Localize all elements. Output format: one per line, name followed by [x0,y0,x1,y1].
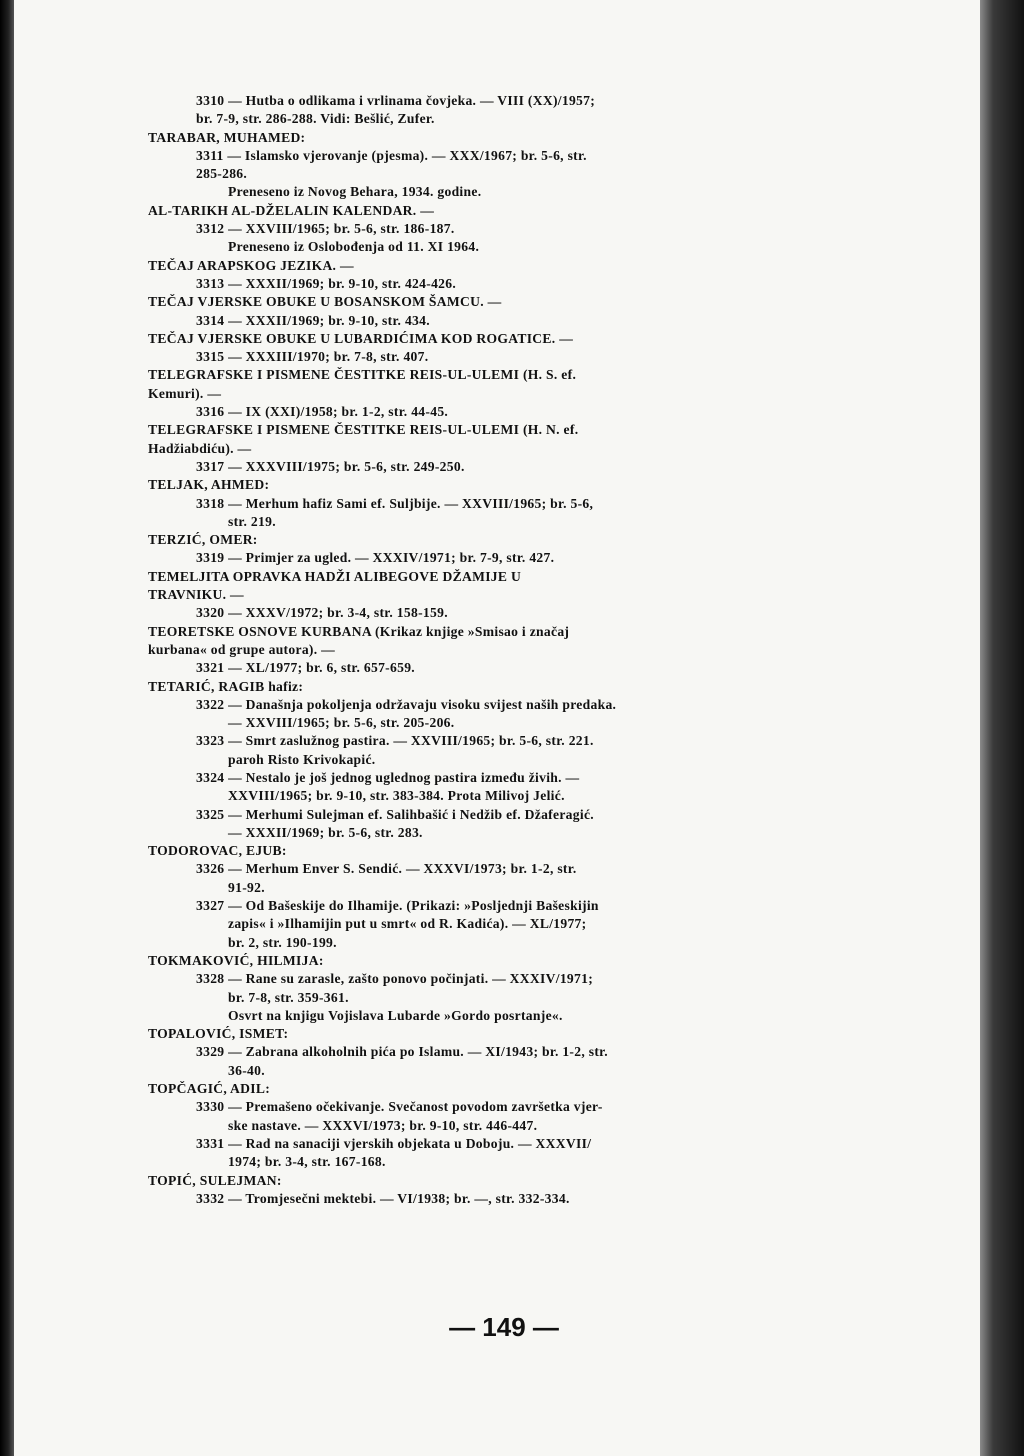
entry-heading: Hadžiabdiću). — [148,440,252,456]
entry-line: 3331 — Rad na sanaciji vjerskih objekata u Doboju. — XXXVII/ [196,1135,592,1151]
entry-heading: TARABAR, MUHAMED: [148,129,306,145]
entry-line: 3318 — Merhum hafiz Sami ef. Suljbije. — XXVIII/1965; br. 5-6, [196,495,594,511]
entry-line: 91-92. [228,879,265,895]
entry-line: 3328 — Rane su zarasle, zašto ponovo počinjati. — XXXIV/1971; [196,971,594,987]
entry-line: br. 7-9, str. 286-288. Vidi: Bešlić, Zufer. [196,111,435,127]
entry-line: 3319 — Primjer za ugled. — XXXIV/1971; br. 7-9, str. 427. [196,550,555,566]
document-page [14,0,980,1456]
entry-heading: TEMELJITA OPRAVKA HADŽI ALIBEGOVE DŽAMIJE U [148,568,522,584]
entry-line: 3327 — Od Bašeskije do Ilhamije. (Prikazi: »Posljednji Bašeskijin [196,898,599,914]
entry-line: 3311 — Islamsko vjerovanje (pjesma). — XXX/1967; br. 5-6, str. [196,147,587,163]
entry-heading: TEČAJ VJERSKE OBUKE U LUBARDIĆIMA KOD ROGATICE. — [148,330,574,346]
entry-line: 3332 — Tromjesečni mektebi. — VI/1938; br. —, str. 332-334. [196,1190,570,1206]
entry-heading: TOPČAGIĆ, ADIL: [148,1081,271,1097]
entry-line: 36-40. [228,1062,265,1078]
entry-line: 3313 — XXXII/1969; br. 9-10, str. 424-426. [196,275,457,291]
entry-line: 3325 — Merhumi Sulejman ef. Salihbašić i Nedžib ef. Džaferagić. [196,806,594,822]
entry-line: 285-286. [196,166,248,182]
entry-heading: Kemuri). — [148,385,222,401]
entry-line: zapis« i »Ilhamijin put u smrt« od R. Kadića). — XL/1977; [228,916,587,932]
entry-line: 3321 — XL/1977; br. 6, str. 657-659. [196,660,415,676]
entry-line: 3310 — Hutba o odlikama i vrlinama čovjeka. — VIII (XX)/1957; [196,93,596,108]
scan-right-edge [980,0,1024,1456]
entry-heading: TELJAK, AHMED: [148,477,270,493]
entry-line: str. 219. [228,513,276,529]
entry-heading: TOKMAKOVIĆ, HILMIJA: [148,952,324,968]
entry-line: 3317 — XXXVIII/1975; br. 5-6, str. 249-250. [196,458,465,474]
entry-line: ske nastave. — XXXVI/1973; br. 9-10, str. 446-447. [228,1117,538,1133]
entry-line: XXVIII/1965; br. 9-10, str. 383-384. Prota Milivoj Jelić. [228,788,565,804]
entry-heading: TEČAJ ARAPSKOG JEZIKA. — [148,257,354,273]
entry-line: br. 2, str. 190-199. [228,934,337,950]
entry-line: 3312 — XXVIII/1965; br. 5-6, str. 186-187. [196,221,455,237]
entry-heading: TELEGRAFSKE I PISMENE ČESTITKE REIS-UL-ULEMI (H. S. ef. [148,367,577,383]
entry-line: paroh Risto Krivokapić. [228,751,376,767]
entry-line: br. 7-8, str. 359-361. [228,989,349,1005]
entry-line: 3314 — XXXII/1969; br. 9-10, str. 434. [196,312,430,328]
bibliography-entries [148,92,868,1208]
entry-heading: TOPIĆ, SULEJMAN: [148,1172,282,1188]
entry-line: 3316 — IX (XXI)/1958; br. 1-2, str. 44-45. [196,404,449,420]
scan-left-edge [0,0,14,1456]
entry-line: 3326 — Merhum Enver S. Sendić. — XXXVI/1973; br. 1-2, str. [196,861,577,877]
entry-heading: TEČAJ VJERSKE OBUKE U BOSANSKOM ŠAMCU. — [148,294,502,310]
entry-line: 3320 — XXXV/1972; br. 3-4, str. 158-159. [196,605,448,621]
entry-line: 3323 — Smrt zaslužnog pastira. — XXVIII/1965; br. 5-6, str. 221. [196,733,594,749]
entry-line: 1974; br. 3-4, str. 167-168. [228,1154,386,1170]
entry-line: Preneseno iz Novog Behara, 1934. godine. [228,184,482,200]
entry-heading: TOPALOVIĆ, ISMET: [148,1026,289,1042]
entry-heading: kurbana« od grupe autora). — [148,641,336,657]
entry-line: — XXXII/1969; br. 5-6, str. 283. [228,824,423,840]
entry-heading: TODOROVAC, EJUB: [148,843,287,859]
entry-line: 3329 — Zabrana alkoholnih pića po Islamu. — XI/1943; br. 1-2, str. [196,1044,608,1060]
entry-heading: TEORETSKE OSNOVE KURBANA (Krikaz knjige »Smisao i značaj [148,623,570,639]
entry-line: Preneseno iz Oslobođenja od 11. XI 1964. [228,239,480,255]
entry-line: 3330 — Premašeno očekivanje. Svečanost povodom završetka vjer- [196,1099,603,1115]
entry-line: 3324 — Nestalo je još jednog uglednog pastira između živih. — [196,769,580,785]
entry-heading: TRAVNIKU. — [148,587,244,603]
entry-line: Osvrt na knjigu Vojislava Lubarde »Gordo posrtanje«. [228,1007,563,1023]
entry-line: 3315 — XXXIII/1970; br. 7-8, str. 407. [196,349,429,365]
entry-heading: AL-TARIKH AL-DŽELALIN KALENDAR. — [148,202,435,218]
entry-heading: TERZIĆ, OMER: [148,532,258,548]
entry-heading: TELEGRAFSKE I PISMENE ČESTITKE REIS-UL-ULEMI (H. N. ef. [148,422,579,438]
entry-heading: TETARIĆ, RAGIB hafiz: [148,678,304,694]
entry-line: — XXVIII/1965; br. 5-6, str. 205-206. [228,715,455,731]
entry-line: 3322 — Današnja pokoljenja održavaju visoku svijest naših predaka. [196,696,617,712]
page-number: — 149 — [449,1312,559,1342]
